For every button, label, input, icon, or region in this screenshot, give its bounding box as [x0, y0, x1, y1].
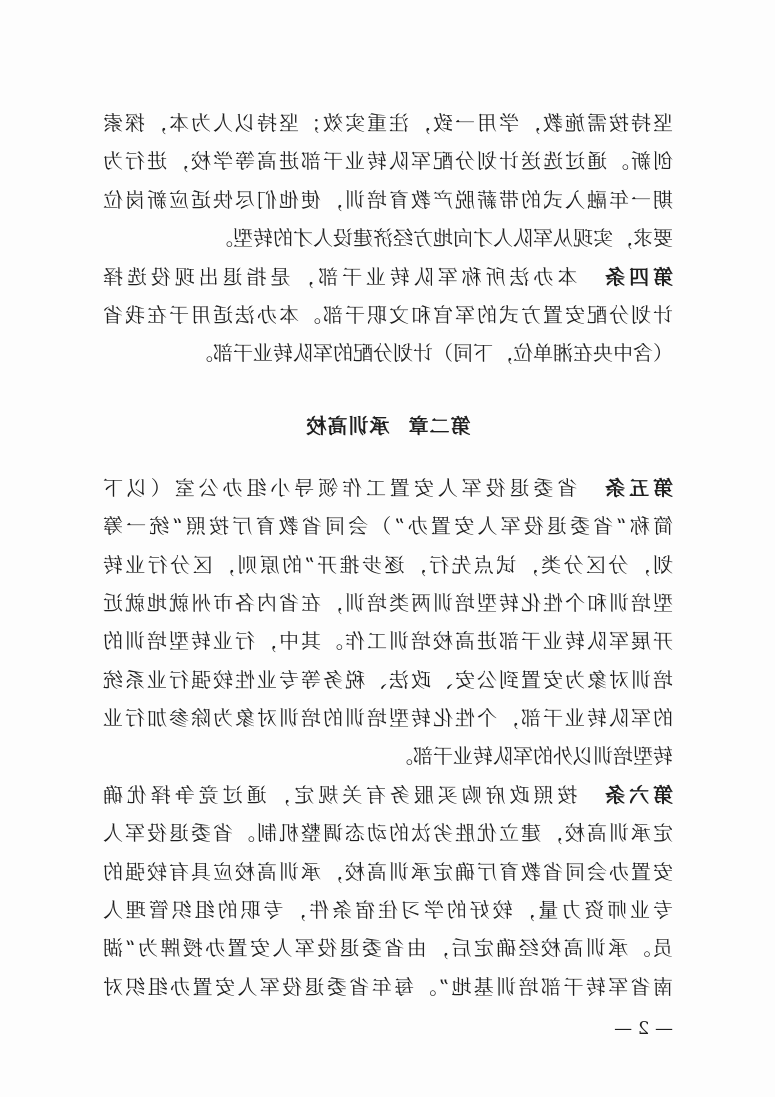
chapter-number: 第二章 — [407, 413, 471, 438]
spacer — [103, 373, 673, 407]
text-line: 员。承训高校经确定后，由省委退役军人安置办授牌为“湖 — [103, 936, 673, 961]
text-line: 期一年融入式的带薪脱产教育培训，使他们尽快适应新岗位 — [103, 187, 673, 212]
article-4-first-line — [103, 258, 673, 296]
text-line: 转型培训以外的军队转业干部。 — [393, 744, 673, 769]
text-line: 专业师资力量，较好的学习住宿条件，专职的组织管理人 — [103, 898, 673, 923]
chapter-title: 承训高校 — [305, 413, 390, 438]
text-line: 坚持按需施教，学用一致，注重实效；坚持以人为本，探索 — [103, 111, 673, 135]
text-line: 创新。通过选送计划分配军队转业干部进高等学校，进行为 — [103, 149, 673, 174]
article-6-text: 按照政府购买服务有关规定，通过竞争择优确 — [103, 782, 578, 807]
article-6-first-line — [103, 776, 673, 814]
text-line: 简称“省委退役军人安置办”）会同省教育厅按照“统一筹 — [103, 514, 673, 539]
text-line: （含中央在湘单位，下同）计划分配的军队转业干部。 — [193, 341, 673, 366]
chapter-heading — [103, 407, 673, 445]
article-6-label: 第六条 — [601, 782, 673, 807]
text-line: 划，分区分类，试点先行，逐步推开”的原则，区分行业转 — [103, 552, 673, 577]
text-line: 培训对象为安置到公安、政法、税务等专业性较强行业系统 — [103, 667, 673, 692]
article-5-text: 省委退役军人安置工作领导小组办公室（以下 — [103, 475, 578, 500]
article-4-label: 第四条 — [601, 264, 673, 289]
text-line: 南省军转干部培训基地”。每年省委退役军人安置办组织对 — [103, 974, 673, 999]
text-line: 要求，实现从军队人才向地方经济建设人才的转型。 — [213, 226, 673, 251]
text-line: 计划分配安置方式的军官和文职干部。本办法适用于在我省 — [103, 302, 673, 327]
page-number: — 2 — — [614, 1018, 673, 1040]
article-5-label: 第五条 — [601, 475, 673, 500]
text-line: 型培训和个性化转型培训两类培训，在省内各市州就地就近 — [103, 590, 673, 615]
mirrored-text-block — [103, 104, 673, 1046]
spacer — [103, 445, 673, 469]
text-line: 定承训高校，建立优胜劣汰的动态调整机制。省委退役军人 — [103, 821, 673, 846]
text-line: 的军队转业干部，个性化转型培训的培训对象为除参加行业 — [103, 706, 673, 731]
text-line: 开展军队转业干部进高校培训工作。其中，行业转型培训的 — [103, 629, 673, 654]
article-4-text: 本办法所称军队转业干部，是指退出现役选择 — [103, 264, 578, 289]
article-5-first-line — [103, 469, 673, 507]
text-line: 安置办会同省教育厅确定承训高校，承训高校应具有较强的 — [103, 859, 673, 884]
